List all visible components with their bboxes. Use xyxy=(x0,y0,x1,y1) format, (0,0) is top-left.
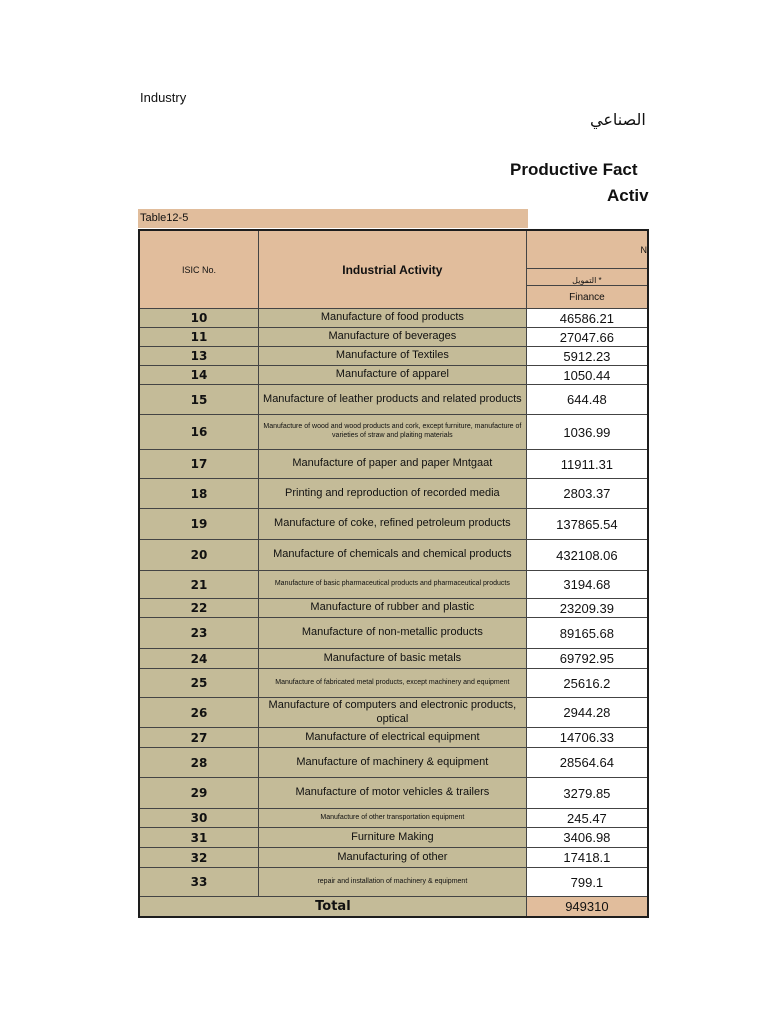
isic-cell: 23 xyxy=(139,618,258,649)
finance-value-cell: 1050.44 xyxy=(526,366,648,385)
table-row xyxy=(139,748,648,778)
activity-cell: Manufacture of machinery & equipment xyxy=(258,748,526,778)
finance-value-cell: 137865.54 xyxy=(526,509,648,540)
isic-column-header: ISIC No. xyxy=(139,230,258,309)
isic-cell: 22 xyxy=(139,599,258,618)
activity-cell: Manufacture of apparel xyxy=(258,366,526,385)
table-row xyxy=(139,571,648,599)
activity-cell: Manufacture of leather products and related products xyxy=(258,385,526,415)
top-merged-header: N xyxy=(526,230,648,269)
table-row xyxy=(139,669,648,698)
activity-cell: Manufacture of Textiles xyxy=(258,347,526,366)
table-row xyxy=(139,450,648,479)
arabic-title: الصناعي xyxy=(590,112,646,129)
table-row xyxy=(139,309,648,328)
finance-value-cell: 27047.66 xyxy=(526,328,648,347)
activity-cell: Manufacture of wood and wood products and cork, except furniture, manufacture of varieties of straw and plaiting materials xyxy=(258,415,526,450)
isic-cell: 31 xyxy=(139,828,258,848)
finance-value-cell: 3194.68 xyxy=(526,571,648,599)
isic-cell: 26 xyxy=(139,698,258,728)
isic-cell: 20 xyxy=(139,540,258,571)
isic-cell: 19 xyxy=(139,509,258,540)
industry-label: Industry xyxy=(140,90,187,105)
isic-cell: 14 xyxy=(139,366,258,385)
finance-value-cell: 46586.21 xyxy=(526,309,648,328)
isic-cell: 18 xyxy=(139,479,258,509)
finance-header-english: Finance xyxy=(526,286,648,309)
page-title-line1: Productive Fact xyxy=(510,160,638,179)
table-row xyxy=(139,347,648,366)
total-row xyxy=(139,897,648,918)
table-row xyxy=(139,868,648,897)
total-value: 949310 xyxy=(526,897,648,918)
activity-cell: Manufacture of coke, refined petroleum products xyxy=(258,509,526,540)
finance-value-cell: 69792.95 xyxy=(526,649,648,669)
page-title-line2: Activ xyxy=(607,186,649,205)
isic-cell: 11 xyxy=(139,328,258,347)
isic-cell: 33 xyxy=(139,868,258,897)
activity-cell: Manufacture of rubber and plastic xyxy=(258,599,526,618)
finance-value-cell: 644.48 xyxy=(526,385,648,415)
table-row xyxy=(139,540,648,571)
table-row xyxy=(139,778,648,809)
isic-cell: 29 xyxy=(139,778,258,809)
activity-cell: repair and installation of machinery & equipment xyxy=(258,868,526,897)
finance-value-cell: 1036.99 xyxy=(526,415,648,450)
isic-cell: 27 xyxy=(139,728,258,748)
isic-cell: 17 xyxy=(139,450,258,479)
isic-cell: 21 xyxy=(139,571,258,599)
activity-cell: Manufacturing of other xyxy=(258,848,526,868)
isic-cell: 25 xyxy=(139,669,258,698)
activity-cell: Manufacture of paper and paper Mntgaat xyxy=(258,450,526,479)
finance-value-cell: 25616.2 xyxy=(526,669,648,698)
finance-value-cell: 245.47 xyxy=(526,809,648,828)
finance-value-cell: 14706.33 xyxy=(526,728,648,748)
activity-column-header: Industrial Activity xyxy=(258,230,526,309)
activity-cell: Manufacture of basic metals xyxy=(258,649,526,669)
table-row xyxy=(139,828,648,848)
finance-value-cell: 17418.1 xyxy=(526,848,648,868)
finance-value-cell: 3406.98 xyxy=(526,828,648,848)
finance-value-cell: 28564.64 xyxy=(526,748,648,778)
activity-cell: Furniture Making xyxy=(258,828,526,848)
finance-value-cell: 2944.28 xyxy=(526,698,648,728)
finance-value-cell: 799.1 xyxy=(526,868,648,897)
finance-value-cell: 23209.39 xyxy=(526,599,648,618)
activity-cell: Manufacture of fabricated metal products, except machinery and equipment xyxy=(258,669,526,698)
table-body xyxy=(139,309,648,897)
table-row xyxy=(139,728,648,748)
table-row xyxy=(139,366,648,385)
table-label: Table12-5 xyxy=(138,209,528,228)
finance-value-cell: 432108.06 xyxy=(526,540,648,571)
table-row xyxy=(139,328,648,347)
table-row xyxy=(139,415,648,450)
table-row xyxy=(139,809,648,828)
finance-header-arabic: التمويل * xyxy=(526,269,648,286)
isic-cell: 32 xyxy=(139,848,258,868)
activity-cell: Manufacture of food products xyxy=(258,309,526,328)
finance-value-cell: 11911.31 xyxy=(526,450,648,479)
finance-value-cell: 2803.37 xyxy=(526,479,648,509)
activity-cell: Manufacture of basic pharmaceutical products and pharmaceutical products xyxy=(258,571,526,599)
activity-cell: Manufacture of motor vehicles & trailers xyxy=(258,778,526,809)
activity-cell: Printing and reproduction of recorded media xyxy=(258,479,526,509)
isic-cell: 16 xyxy=(139,415,258,450)
table-row xyxy=(139,599,648,618)
activity-cell: Manufacture of other transportation equipment xyxy=(258,809,526,828)
finance-value-cell: 5912.23 xyxy=(526,347,648,366)
activity-cell: Manufacture of non-metallic products xyxy=(258,618,526,649)
finance-value-cell: 89165.68 xyxy=(526,618,648,649)
finance-value-cell: 3279.85 xyxy=(526,778,648,809)
activity-cell: Manufacture of beverages xyxy=(258,328,526,347)
isic-cell: 13 xyxy=(139,347,258,366)
isic-cell: 15 xyxy=(139,385,258,415)
table-row xyxy=(139,649,648,669)
table-row xyxy=(139,848,648,868)
isic-cell: 24 xyxy=(139,649,258,669)
industrial-activity-table xyxy=(138,229,649,918)
activity-cell: Manufacture of electrical equipment xyxy=(258,728,526,748)
table-row xyxy=(139,618,648,649)
isic-cell: 30 xyxy=(139,809,258,828)
isic-cell: 10 xyxy=(139,309,258,328)
table-row xyxy=(139,385,648,415)
activity-cell: Manufacture of chemicals and chemical products xyxy=(258,540,526,571)
table-viewport xyxy=(138,209,649,941)
table-row xyxy=(139,509,648,540)
isic-cell: 28 xyxy=(139,748,258,778)
table-row xyxy=(139,479,648,509)
table-row xyxy=(139,698,648,728)
activity-cell: Manufacture of computers and electronic products, optical xyxy=(258,698,526,728)
total-label: Total xyxy=(139,897,526,918)
